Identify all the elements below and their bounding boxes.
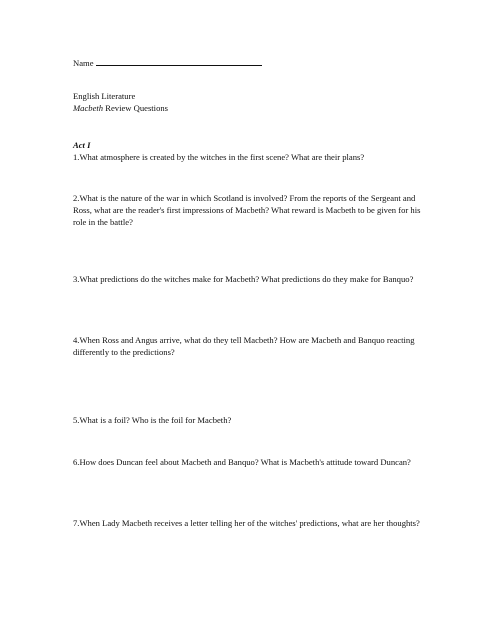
- name-field-line: [73, 57, 423, 69]
- title-rest: Review Questions: [103, 103, 169, 113]
- name-label: Name: [73, 58, 94, 68]
- title-play-name: Macbeth: [73, 103, 104, 113]
- question-5: 5.What is a foil? Who is the foil for Macbeth?: [73, 415, 232, 425]
- document-title: [73, 102, 423, 114]
- question-4: 4.When Ross and Angus arrive, what do they tell Macbeth? How are Macbeth and Banquo reacting differently to the predictions?: [73, 335, 415, 358]
- question-7: 7.When Lady Macbeth receives a letter telling her of the witches' predictions, what are her thoughts?: [73, 518, 420, 528]
- question-1: 1.What atmosphere is created by the witches in the first scene? What are their plans?: [73, 152, 365, 162]
- question-3: 3.What predictions do the witches make for Macbeth? What predictions do they make for Banquo?: [73, 274, 414, 284]
- course-name: English Literature: [73, 91, 136, 101]
- question-2: 2.What is the nature of the war in which Scotland is involved? From the reports of the Sergeant and Ross, what are the reader's first impressions of Macbeth? What reward is Macbeth to be given for his role in the battle?: [73, 193, 421, 228]
- question-6: 6.How does Duncan feel about Macbeth and Banquo? What is Macbeth's attitude toward Duncan?: [73, 457, 411, 467]
- section-heading-act: Act I: [73, 140, 91, 150]
- name-blank-underline: [96, 57, 262, 66]
